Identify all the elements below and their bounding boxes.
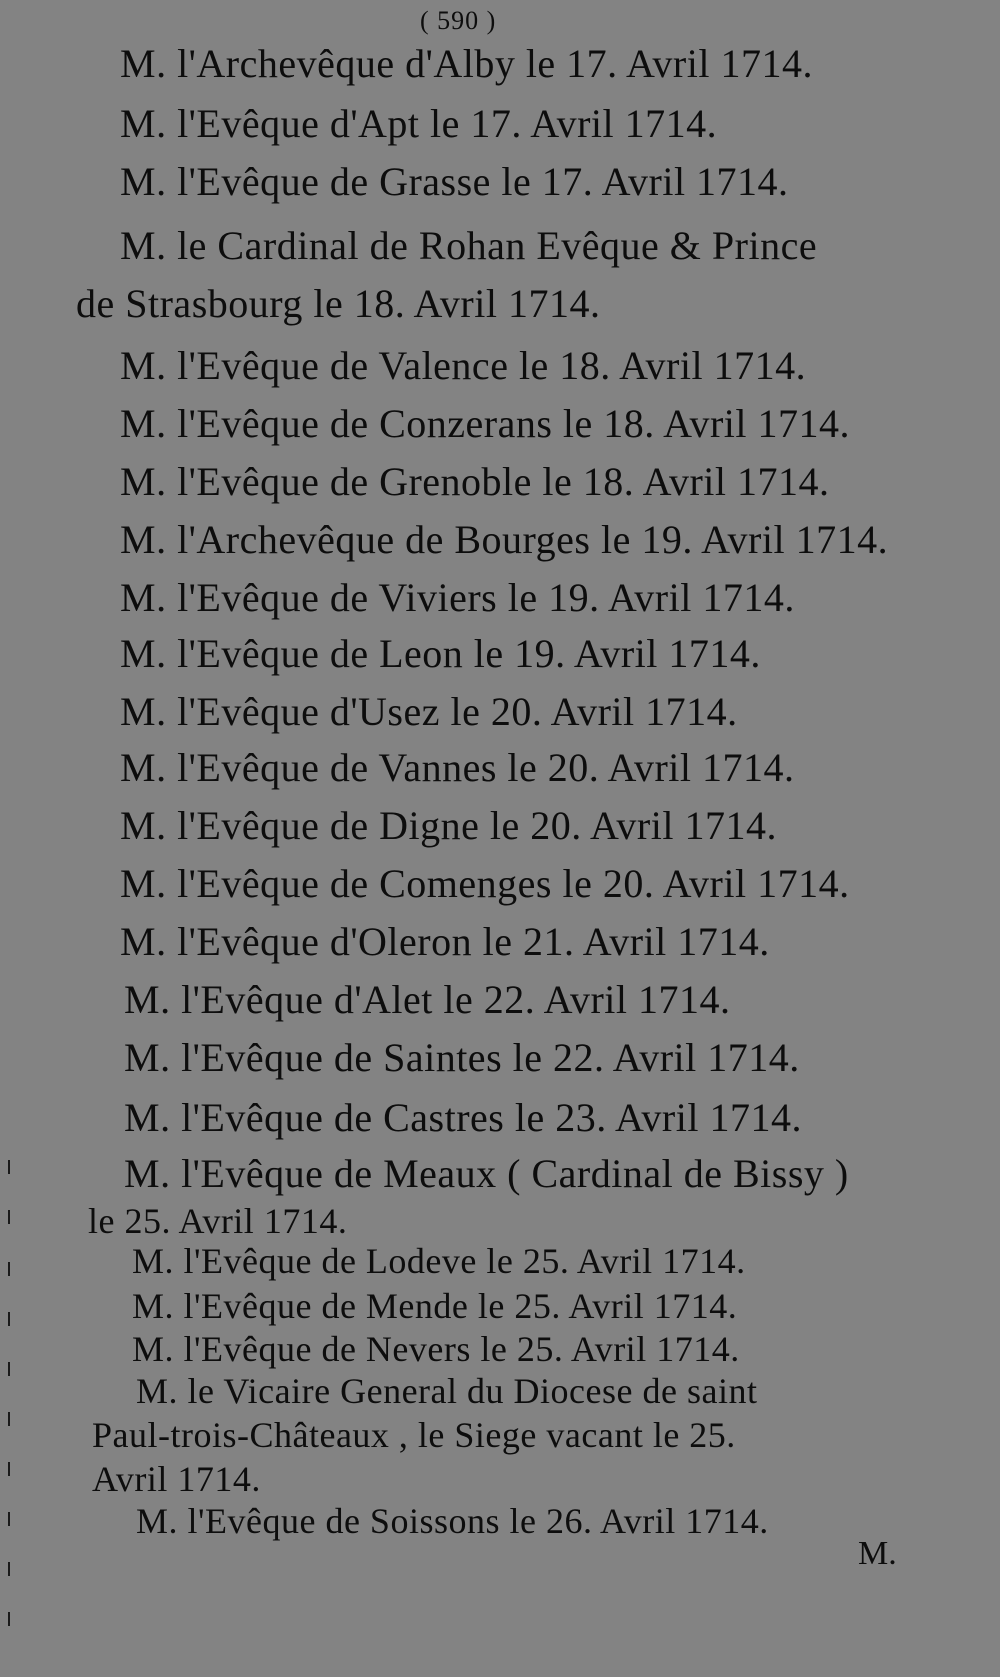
entry-line-20: M. l'Evêque de Meaux ( Cardinal de Bissy ) (124, 1151, 849, 1196)
entry-line-18: M. l'Evêque de Saintes le 22. Avril 1714. (124, 1035, 800, 1080)
entry-line-22: M. l'Evêque de Lodeve le 25. Avril 1714. (132, 1241, 746, 1281)
entry-line-16: M. l'Evêque d'Oleron le 21. Avril 1714. (120, 919, 770, 964)
page-number: ( 590 ) (420, 6, 497, 35)
catchword: M. (858, 1535, 897, 1572)
entry-line-25: M. le Vicaire General du Diocese de saint (136, 1371, 758, 1411)
entry-line-12: M. l'Evêque d'Usez le 20. Avril 1714. (120, 689, 738, 734)
margin-mark (8, 1210, 10, 1224)
entry-line-8: M. l'Evêque de Grenoble le 18. Avril 1714. (120, 459, 830, 504)
entry-line-4: M. le Cardinal de Rohan Evêque & Prince (120, 223, 818, 268)
entry-line-15: M. l'Evêque de Comenges le 20. Avril 1714. (120, 861, 850, 906)
entry-line-2: M. l'Evêque d'Apt le 17. Avril 1714. (120, 101, 718, 146)
entry-line-3: M. l'Evêque de Grasse le 17. Avril 1714. (120, 159, 789, 204)
entry-line-9: M. l'Archevêque de Bourges le 19. Avril 1714. (120, 517, 889, 562)
entry-line-28: M. l'Evêque de Soissons le 26. Avril 1714. (136, 1501, 769, 1541)
entry-line-6: M. l'Evêque de Valence le 18. Avril 1714. (120, 343, 807, 388)
entry-line-13: M. l'Evêque de Vannes le 20. Avril 1714. (120, 745, 795, 790)
margin-mark (8, 1312, 10, 1326)
entry-line-1: M. l'Archevêque d'Alby le 17. Avril 1714. (120, 41, 813, 86)
entry-line-26: Paul-trois-Châteaux , le Siege vacant le 25. (92, 1415, 736, 1455)
margin-mark (8, 1160, 10, 1174)
entry-line-17: M. l'Evêque d'Alet le 22. Avril 1714. (124, 977, 731, 1022)
entry-line-19: M. l'Evêque de Castres le 23. Avril 1714. (124, 1095, 802, 1140)
margin-mark (8, 1262, 10, 1276)
margin-mark (8, 1462, 10, 1476)
entry-line-14: M. l'Evêque de Digne le 20. Avril 1714. (120, 803, 777, 848)
margin-mark (8, 1362, 10, 1376)
margin-mark (8, 1412, 10, 1426)
entry-line-21: le 25. Avril 1714. (88, 1201, 348, 1241)
entry-line-5: de Strasbourg le 18. Avril 1714. (76, 281, 601, 326)
margin-mark (8, 1562, 10, 1576)
margin-mark (8, 1512, 10, 1526)
entry-line-23: M. l'Evêque de Mende le 25. Avril 1714. (132, 1286, 738, 1326)
entry-line-24: M. l'Evêque de Nevers le 25. Avril 1714. (132, 1329, 740, 1369)
entry-line-11: M. l'Evêque de Leon le 19. Avril 1714. (120, 631, 761, 676)
margin-mark (8, 1612, 10, 1626)
entry-line-10: M. l'Evêque de Viviers le 19. Avril 1714. (120, 575, 795, 620)
entry-line-7: M. l'Evêque de Conzerans le 18. Avril 1714. (120, 401, 851, 446)
entry-line-27: Avril 1714. (92, 1459, 261, 1499)
